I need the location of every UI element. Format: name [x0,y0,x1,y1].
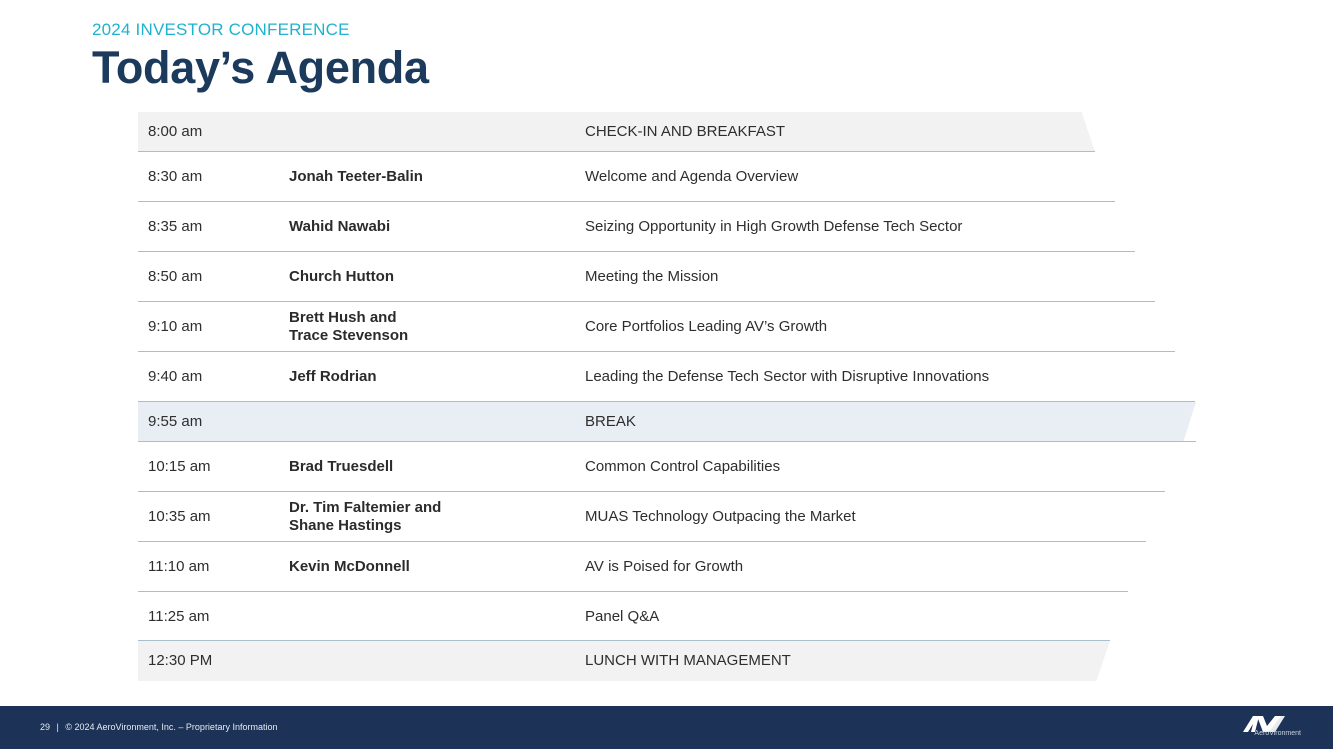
agenda-time: 8:50 am [148,268,203,285]
agenda-topic: Meeting the Mission [585,268,719,285]
agenda-time: 10:15 am [148,458,211,475]
logo-wordmark: AeroVironment [1254,730,1301,737]
agenda-time: 10:35 am [148,508,211,525]
agenda-time: 12:30 PM [148,652,213,669]
agenda-topic: CHECK-IN AND BREAKFAST [585,123,786,140]
agenda-row [138,542,1128,592]
agenda-time: 8:30 am [148,168,203,185]
copyright-text: © 2024 AeroVironment, Inc. – Proprietary Information [65,722,278,732]
agenda-time: 11:10 am [148,558,210,575]
page-title: Today’s Agenda [92,42,429,93]
footer-text [40,722,281,732]
agenda-speaker: Wahid Nawabi [289,218,391,235]
agenda-row [138,442,1165,492]
agenda-row [138,641,1110,681]
agenda-topic: MUAS Technology Outpacing the Market [585,508,856,525]
agenda-time: 9:40 am [148,368,203,385]
agenda-row [138,492,1146,542]
agenda-row [138,302,1175,352]
agenda-row [138,592,1110,641]
agenda-speaker: Dr. Tim Faltemier and Shane Hastings [289,499,442,534]
agenda-speaker: Brett Hush and Trace Stevenson [289,309,409,344]
agenda-topic: BREAK [585,413,636,430]
av-logo-icon [1241,712,1301,744]
agenda-speaker: Church Hutton [289,268,394,285]
agenda-time: 9:55 am [148,413,203,430]
agenda-time: 8:35 am [148,218,203,235]
agenda-speaker: Jonah Teeter-Balin [289,168,423,185]
agenda-topic: AV is Poised for Growth [585,558,744,575]
footer-separator: | [56,722,59,732]
footer-bar [0,706,1333,749]
agenda-speaker: Kevin McDonnell [289,558,410,575]
agenda-speaker: Brad Truesdell [289,458,394,475]
eyebrow-label: 2024 INVESTOR CONFERENCE [92,20,350,39]
agenda-time: 8:00 am [148,123,203,140]
agenda-row [138,112,1095,152]
agenda-speaker: Jeff Rodrian [289,368,377,385]
agenda-topic: Seizing Opportunity in High Growth Defense Tech Sector [585,218,963,235]
agenda-row [138,352,1195,402]
agenda-topic: Core Portfolios Leading AV’s Growth [585,318,828,335]
agenda-topic: Leading the Defense Tech Sector with Disruptive Innovations [585,368,990,385]
agenda-row [138,152,1115,202]
agenda-topic: Welcome and Agenda Overview [585,168,799,185]
agenda-time: 9:10 am [148,318,203,335]
agenda-time: 11:25 am [148,608,210,625]
row-shade [138,402,1196,442]
agenda-topic: Panel Q&A [585,608,660,625]
agenda-row [138,202,1135,252]
page-number: 29 [40,722,51,732]
agenda-row [138,402,1196,442]
agenda-topic: Common Control Capabilities [585,458,781,475]
agenda-topic: LUNCH WITH MANAGEMENT [585,652,791,669]
agenda-row [138,252,1155,302]
